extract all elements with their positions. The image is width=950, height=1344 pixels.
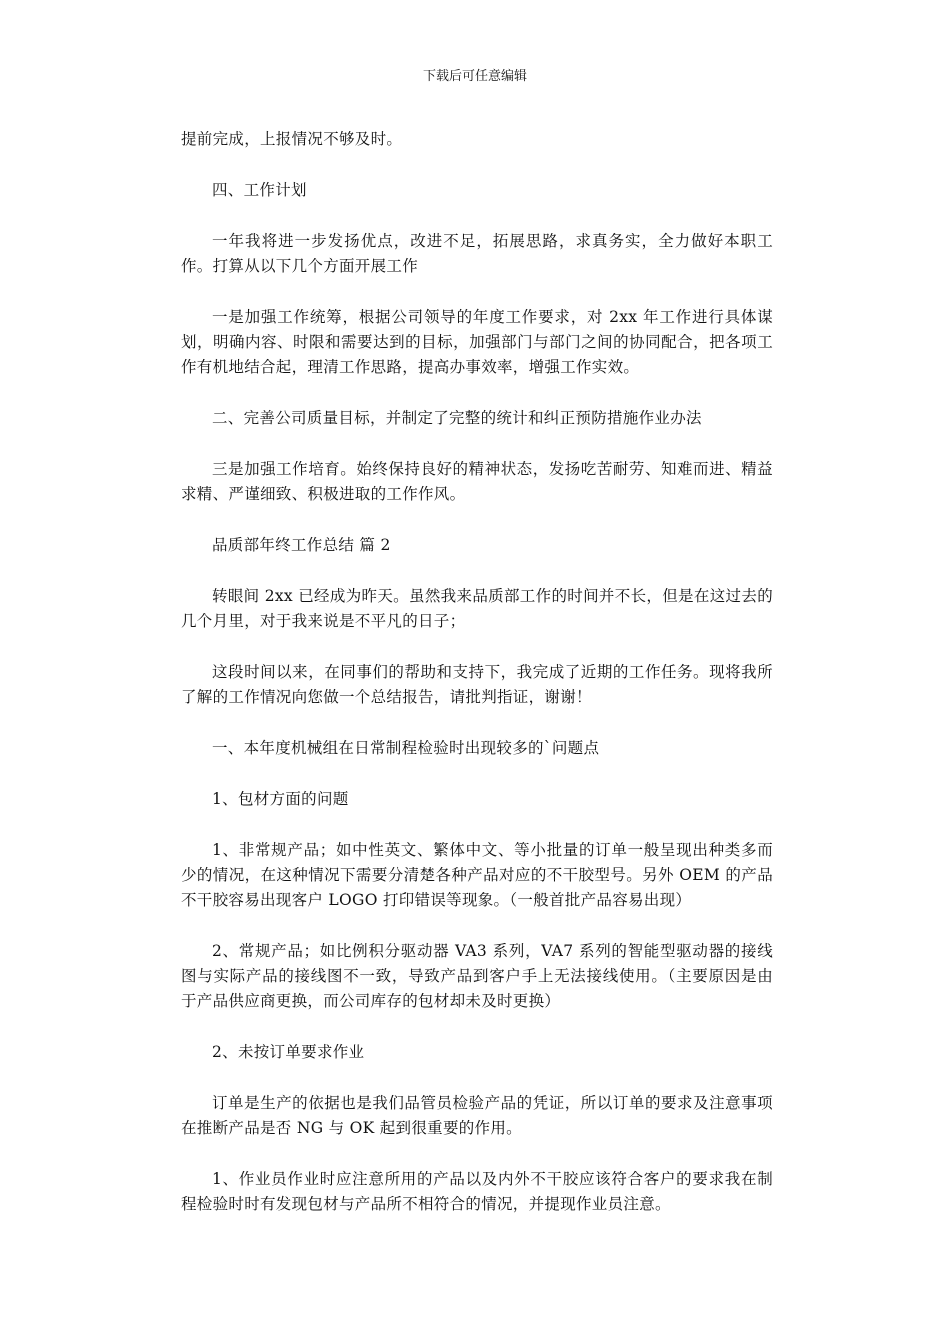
article-title: 品质部年终工作总结 篇 2: [212, 536, 391, 554]
paragraph: 二、完善公司质量目标，并制定了完整的统计和纠正预防措施作业办法: [212, 409, 702, 427]
paragraph-continuation: 提前完成，上报情况不够及时。: [181, 130, 403, 148]
paragraph: 三是加强工作培育。始终保持良好的精神状态，发扬吃苦耐劳、知难而进、精益求精、严谨细致、积极进取的工作作风。: [181, 460, 773, 503]
paragraph: 这段时间以来，在同事们的帮助和支持下，我完成了近期的工作任务。现将我所了解的工作情况向您做一个总结报告，请批判指证，谢谢！: [181, 663, 773, 706]
section-heading-work-plan: 四、工作计划: [212, 181, 307, 199]
subsection-heading: 1、包材方面的问题: [212, 790, 349, 808]
paragraph: 订单是生产的依据也是我们品管员检验产品的凭证，所以订单的要求及注意事项在推断产品是否 NG 与 OK 起到很重要的作用。: [181, 1094, 773, 1137]
page-header: 下载后可任意编辑: [422, 69, 527, 84]
subsection-heading: 2、未按订单要求作业: [212, 1043, 365, 1061]
paragraph: 一年我将进一步发扬优点，改进不足，拓展思路，求真务实，全力做好本职工作。打算从以下几个方面开展工作: [181, 232, 773, 275]
paragraph: 转眼间 2xx 已经成为昨天。虽然我来品质部工作的时间并不长，但是在这过去的几个月里，对于我来说是不平凡的日子；: [181, 587, 773, 630]
paragraph: 2、常规产品；如比例积分驱动器 VA3 系列，VA7 系列的智能型驱动器的接线图与实际产品的接线图不一致，导致产品到客户手上无法接线使用。（主要原因是由于产品供应商更换，而公司库存的包材却未及时更换）: [181, 942, 773, 1010]
paragraph: 1、作业员作业时应注意所用的产品以及内外不干胶应该符合客户的要求我在制程检验时时有发现包材与产品所不相符合的情况，并提现作业员注意。: [181, 1170, 773, 1213]
paragraph: 一是加强工作统筹，根据公司领导的年度工作要求，对 2xx 年工作进行具体谋划，明确内容、时限和需要达到的目标，加强部门与部门之间的协同配合，把各项工作有机地结合起，理清工作思路，提高办事效率，增强工作实效。: [181, 308, 773, 376]
document-body: [181, 127, 773, 1243]
paragraph: 1、非常规产品；如中性英文、繁体中文、等小批量的订单一般呈现出种类多而少的情况，在这种情况下需要分清楚各种产品对应的不干胶型号。另外 OEM 的产品不干胶容易出现客户 LOGO 打印错误等现象。（一般首批产品容易出现）: [181, 841, 773, 909]
section-heading: 一、本年度机械组在日常制程检验时出现较多的`问题点: [212, 739, 600, 757]
